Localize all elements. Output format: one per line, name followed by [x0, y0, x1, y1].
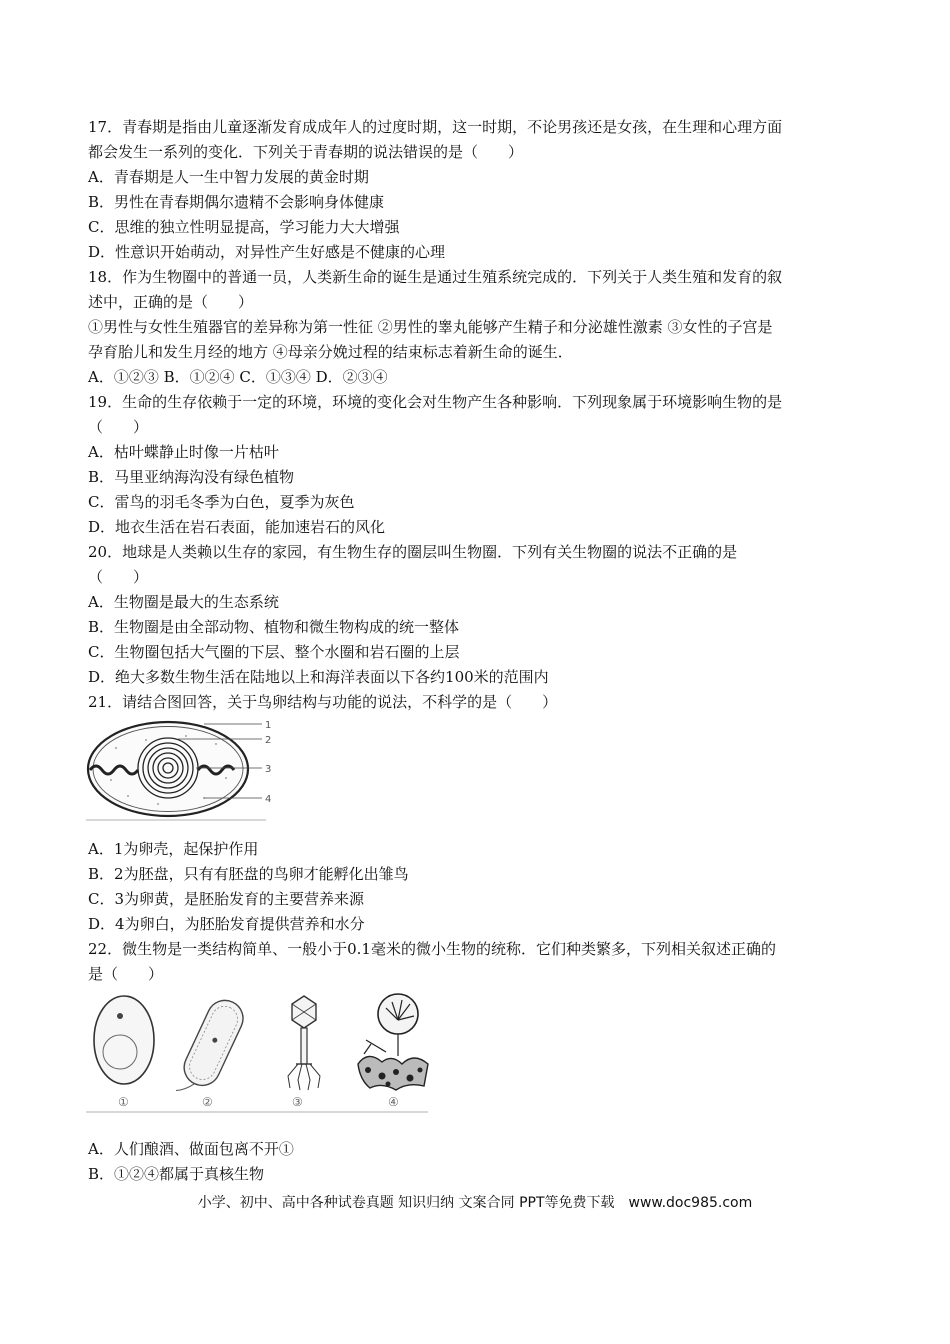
egg-label-2: 2	[265, 735, 272, 746]
microbe-label-3: ③	[292, 1095, 303, 1109]
q17-option-a: A．青春期是人一生中智力发展的黄金时期	[88, 168, 369, 186]
q19-option-d: D．地衣生活在岩石表面，能加速岩石的风化	[88, 518, 386, 536]
q18-stem-line2: 述中，正确的是（ ）	[88, 293, 254, 311]
q18-statements-line2: 孕育胎儿和发生月经的地方 ④母亲分娩过程的结束标志着新生命的诞生．	[88, 343, 573, 361]
q19-option-a: A．枯叶蝶静止时像一片枯叶	[88, 443, 279, 461]
q21-option-b: B．2为胚盘，只有有胚盘的鸟卵才能孵化出雏鸟	[88, 865, 409, 883]
bacterium-drawing	[172, 995, 249, 1104]
q17-option-b: B．男性在青春期偶尔遗精不会影响身体健康	[88, 193, 385, 211]
q18-statements-line1: ①男性与女性生殖器官的差异称为第一性征 ②男性的睾丸能够产生精子和分泌雄性激素 ③女性的子宫是	[88, 318, 773, 336]
q17-stem-line2: 都会发生一系列的变化．下列关于青春期的说法错误的是（ ）	[88, 143, 524, 161]
microbe-label-1: ①	[118, 1095, 129, 1109]
q19-option-c: C．雷鸟的羽毛冬季为白色，夏季为灰色	[88, 493, 355, 511]
q19-stem-line1: 19．生命的生存依赖于一定的环境，环境的变化会对生物产生各种影响．下列现象属于环境影响生物的是	[88, 393, 783, 411]
microbe-label-4: ④	[388, 1095, 399, 1109]
mold-drawing	[358, 994, 428, 1090]
q21-option-a: A．1为卵壳，起保护作用	[88, 840, 259, 858]
q19-stem-line2: （ ）	[88, 418, 149, 436]
q20-stem-line1: 20．地球是人类赖以生存的家园，有生物生存的圈层叫生物圈．下列有关生物圈的说法不正确的是	[88, 543, 738, 561]
q22-option-b: B．①②④都属于真核生物	[88, 1165, 265, 1183]
q17-option-c: C．思维的独立性明显提高，学习能力大大增强	[88, 218, 400, 236]
q17-stem-line1: 17．青春期是指由儿童逐渐发育成成年人的过度时期，这一时期，不论男孩还是女孩，在生理和心理方面	[88, 118, 783, 136]
microbes-figure	[86, 990, 431, 1114]
q18-stem-line1: 18．作为生物圈中的普通一员，人类新生命的诞生是通过生殖系统完成的．下列关于人类生殖和发育的叙	[88, 268, 783, 286]
microbe-label-2: ②	[202, 1095, 213, 1109]
egg-label-1: 1	[265, 720, 272, 731]
q17-option-d: D．性意识开始萌动，对异性产生好感是不健康的心理	[88, 243, 446, 261]
q21-stem: 21．请结合图回答，关于鸟卵结构与功能的说法，不科学的是（ ）	[88, 693, 558, 711]
q21-option-c: C．3为卵黄，是胚胎发育的主要营养来源	[88, 890, 365, 908]
egg-label-3: 3	[265, 764, 272, 775]
bird-egg-figure	[86, 718, 276, 822]
q22-stem-line1: 22．微生物是一类结构简单、一般小于0.1毫米的微小生物的统称．它们种类繁多，下列相关叙述正确的	[88, 940, 776, 958]
q22-stem-line2: 是（ ）	[88, 965, 164, 983]
bacteriophage-drawing	[288, 996, 320, 1090]
q20-option-c: C．生物圈包括大气圈的下层、整个水圈和岩石圈的上层	[88, 643, 460, 661]
q20-option-b: B．生物圈是由全部动物、植物和微生物构成的统一整体	[88, 618, 460, 636]
q20-option-d: D．绝大多数生物生活在陆地以上和海洋表面以下各约100米的范围内	[88, 668, 549, 686]
egg-label-4: 4	[265, 794, 272, 805]
q19-option-b: B．马里亚纳海沟没有绿色植物	[88, 468, 295, 486]
q20-option-a: A．生物圈是最大的生态系统	[88, 593, 279, 611]
q21-option-d: D．4为卵白，为胚胎发育提供营养和水分	[88, 915, 365, 933]
q22-option-a: A．人们酿酒、做面包离不开①	[88, 1140, 294, 1158]
q18-options: A．①②③ B．①②④ C．①③④ D．②③④	[88, 368, 388, 386]
footer-banner: 小学、初中、高中各种试卷真题 知识归纳 文案合同 PPT等免费下载 www.doc985.com	[197, 1195, 753, 1211]
yeast-cell-drawing	[94, 996, 154, 1084]
q20-stem-line2: （ ）	[88, 568, 149, 586]
